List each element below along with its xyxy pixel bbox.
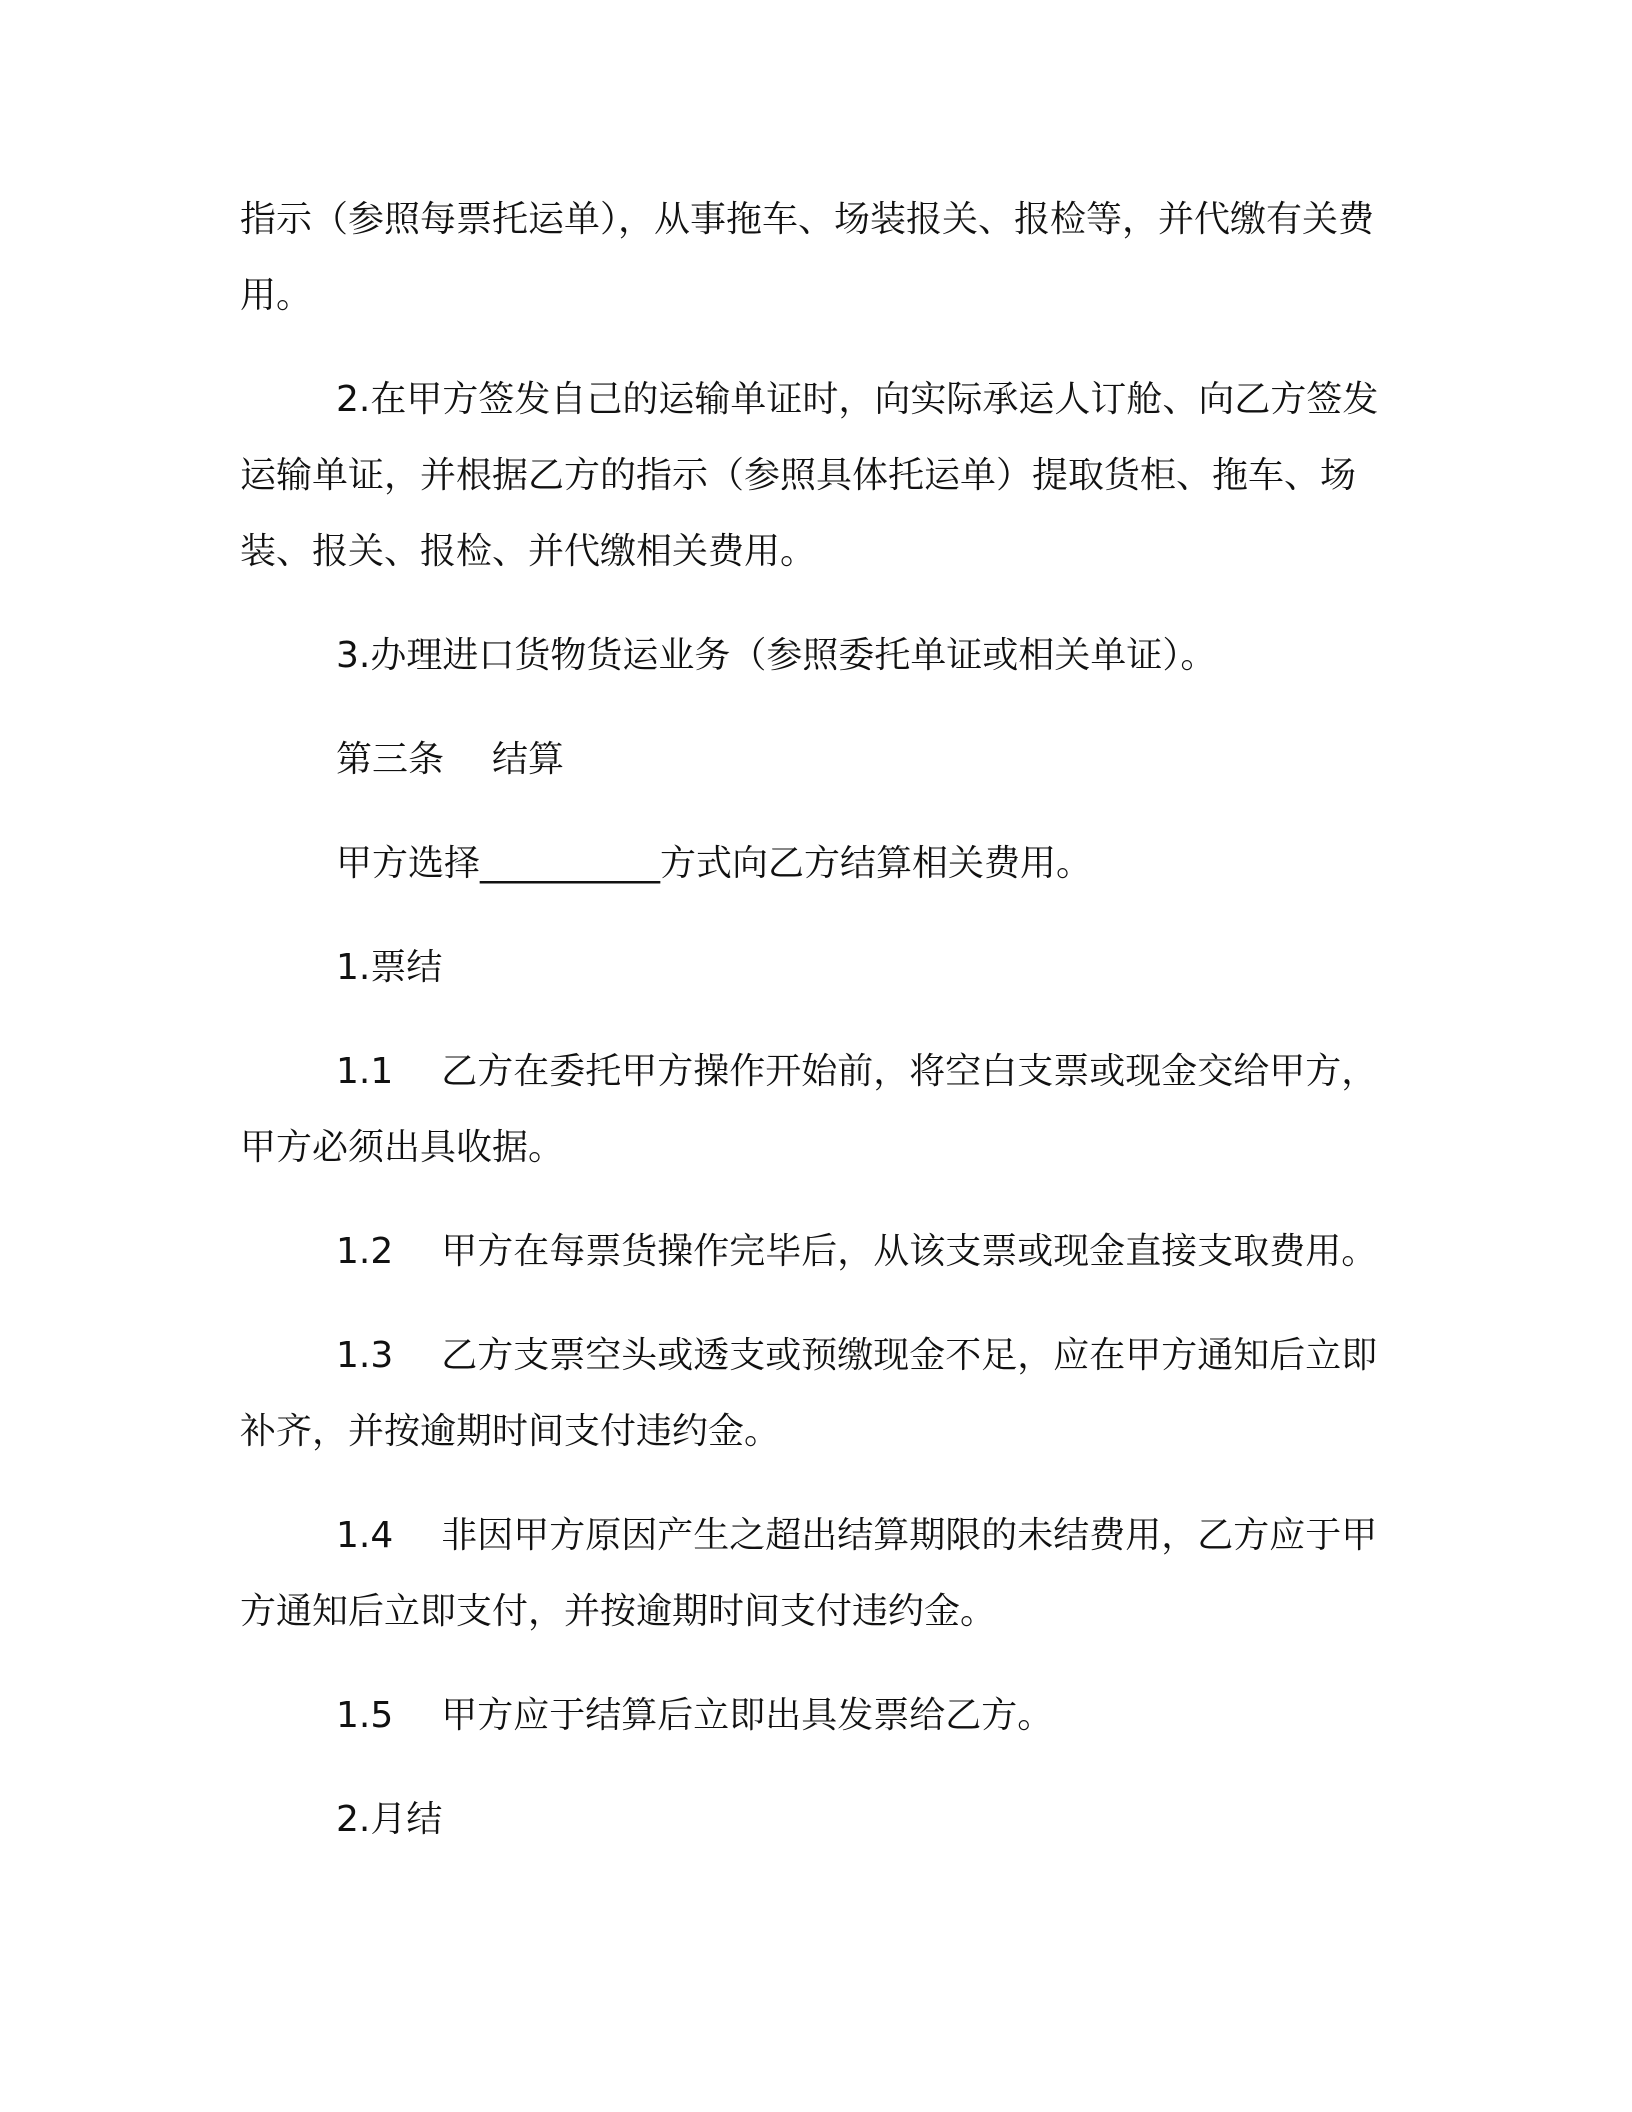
clause-1-3 (240, 1318, 1388, 1470)
clause-text: 非因甲方原因产生之超出结算期限的未结费用，乙方应于甲方通知后立即支付，并按逾期时间支付违约金。 (240, 1515, 1378, 1632)
article-number: 第三条 (336, 739, 445, 780)
clause-number: 1.3 (336, 1335, 394, 1376)
section-heading-monthly: 2.月结 (336, 1799, 443, 1840)
clause-number: 1.2 (336, 1231, 394, 1272)
clause-number: 1.5 (336, 1695, 394, 1736)
paragraph-item-2: 2.在甲方签发自己的运输单证时，向实际承运人订舱、向乙方签发运输单证，并根据乙方的指示（参照具体托运单）提取货柜、拖车、场装、报关、报检、并代缴相关费用。 (240, 379, 1379, 572)
clause-1-4 (240, 1498, 1388, 1650)
clause-text: 甲方应于结算后立即出具发票给乙方。 (441, 1695, 1054, 1736)
section-heading-per-ticket: 1.票结 (336, 947, 443, 988)
clause-text: 乙方支票空头或透支或预缴现金不足，应在甲方通知后立即补齐，并按逾期时间支付违约金。 (240, 1335, 1378, 1452)
clause-text: 乙方在委托甲方操作开始前，将空白支票或现金交给甲方，甲方必须出具收据。 (240, 1051, 1378, 1168)
clause-1-5 (240, 1678, 1388, 1754)
clause-text: 甲方在每票货操作完毕后，从该支票或现金直接支取费用。 (441, 1231, 1378, 1272)
clause-number: 1.4 (336, 1515, 394, 1556)
paragraph-continuation: 指示（参照每票托运单），从事拖车、场装报关、报检等，并代缴有关费用。 (240, 199, 1375, 316)
paragraph-settlement-choice: 甲方选择__________方式向乙方结算相关费用。 (336, 843, 1093, 884)
paragraph-item-3: 3.办理进口货物货运业务（参照委托单证或相关单证）。 (336, 635, 1217, 676)
clause-number: 1.1 (336, 1051, 394, 1092)
document-body (240, 182, 1388, 1886)
article-heading (240, 722, 1388, 798)
article-title: 结算 (492, 739, 565, 780)
clause-1-2 (240, 1214, 1388, 1290)
clause-1-1 (240, 1034, 1388, 1186)
